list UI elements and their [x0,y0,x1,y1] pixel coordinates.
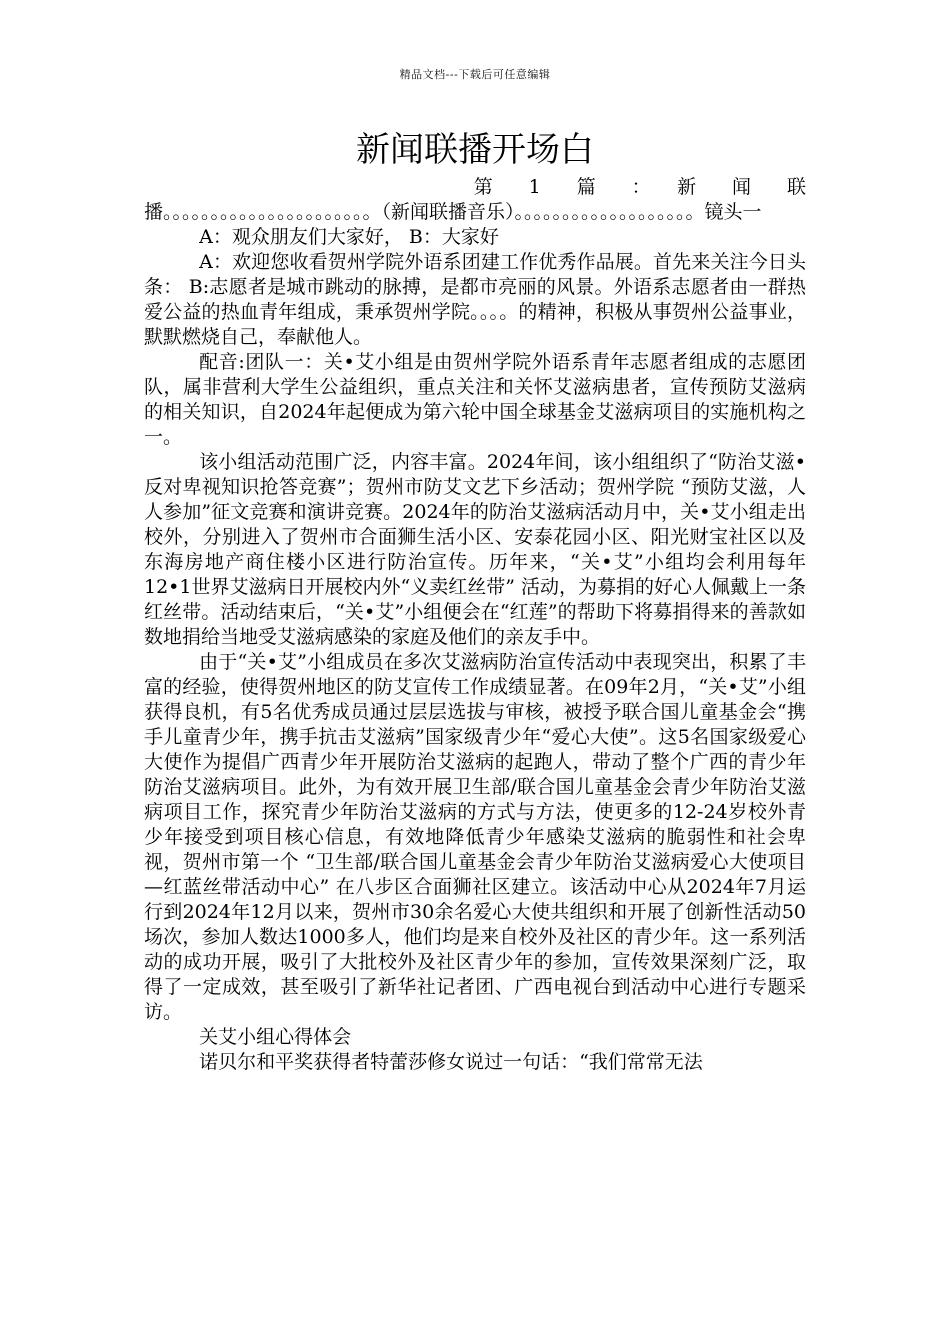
paragraph-quote: 诺贝尔和平奖获得者特蕾莎修女说过一句话：“我们常常无法 [199,1051,703,1073]
paragraph-achievements: 由于“关•艾”小组成员在多次艾滋病防治宣传活动中表现突出，积累了丰富的经验，使得贺州地区的防艾宣传工作成绩显著。在09年2月，“关•艾”小组获得良机，有5名优秀成员通过层层选拔与审核，被授予联合国儿童基金会“携手儿童青少年，携手抗击艾滋病”国家级青少年“爱心大使”。这5名国家级爱心大使作为提倡广西青少年开展防治艾滋病的起跑人，带动了整个广西的青少年防治艾滋病项目。此外，为有效开展卫生部/联合国儿童基金会青少年防治艾滋病项目工作，探究青少年防治艾滋病的方式与方法，使更多的12-24岁校外青少年接受到项目核心信息，有效地降低青少年感染艾滋病的脆弱性和社会卑视，贺州市第一个 “卫生部/联合国儿童基金会青少年防治艾滋病爱心大使项目—红蓝丝带活动中心” 在八步区合面狮社区建立。该活动中心从2024年7月运行到2024年12月以来，贺州市30余名爱心大使共组织和开展了创新性活动50场次，参加人数达1000多人，他们均是来自校外及社区的青少年。这一系列活动的成功开展，吸引了大批校外及社区青少年的参加，宣传效果深刻广泛，取得了一定成效，甚至吸引了新华社记者团、广西电视台到活动中心进行专题采访。 [144,651,806,1023]
paragraph-team-intro: 配音:团队一：关•艾小组是由贺州学院外语系青年志愿者组成的志愿团队，属非营利大学生公益组织，重点关注和关怀艾滋病患者，宣传预防艾滋病的相关知识，自2024年起便成为第六轮中国全球基金艾滋病项目的实施机构之一。 [144,351,806,448]
document-title: 新闻联播开场白 [356,130,594,170]
page-header: 精品文档---下载后可任意编辑 [399,68,551,81]
document-body [144,175,826,1075]
paragraph-section-heading: 关艾小组心得体会 [199,1026,352,1048]
paragraph-greeting: A：观众朋友们大家好， B：大家好 [199,226,499,248]
paragraph-intro-line: 第 1 篇 ： 新 闻 联 播。。。。。。。。。。。。。。。。。。。。。。（新闻联播音乐）。。。。。。。。。。。。。。。。。。。镜头一 [144,176,826,223]
paragraph-headline: A：欢迎您收看贺州学院外语系团建工作优秀作品展。首先来关注今日头条： B:志愿者是城市跳动的脉搏，是都市亮丽的风景。外语系志愿者由一群热爱公益的热血青年组成，秉承贺州学院。。。。的精神，积极从事贺州公益事业，默默燃烧自己，奉献他人。 [144,251,806,348]
paragraph-activities: 该小组活动范围广泛，内容丰富。2024年间，该小组组织了“防治艾滋•反对卑视知识抢答竞赛”；贺州市防艾文艺下乡活动；贺州学院 “预防艾滋，人人参加”征文竞赛和演讲竞赛。2024年的防治艾滋病活动月中，关•艾小组走出校外，分别进入了贺州市合面狮生活小区、安泰花园小区、阳光财宝社区以及东海房地产商住楼小区进行防治宣传。历年来，“关•艾”小组均会利用每年12•1世界艾滋病日开展校内外“义卖红丝带” 活动，为募捐的好心人佩戴上一条红丝带。活动结束后，“关•艾”小组便会在“红莲”的帮助下将募捐得来的善款如数地捐给当地受艾滋病感染的家庭及他们的亲友手中。 [144,451,806,648]
